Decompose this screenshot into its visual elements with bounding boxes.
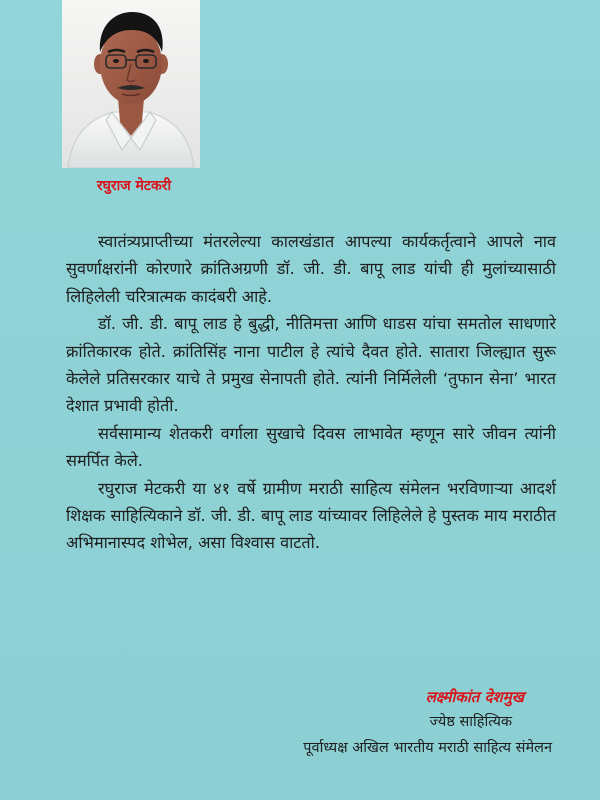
paragraph-1: स्वातंत्र्यप्राप्तीच्या मंतरलेल्या कालखंडात आपल्या कार्यकर्तृत्वाने आपले नाव सुवर्णाक्षरांनी कोरणारे क्रांतिअग्रणी डॉ. जी. डी. बापू लाड यांची ही मुलांच्यासाठी लिहिलेली चरित्रात्मक कादंबरी आहे.	[66, 232, 556, 306]
signature-block	[152, 685, 552, 761]
paragraph-3: सर्वसामान्य शेतकरी वर्गाला सुखाचे दिवस लाभावेत म्हणून सारे जीवन त्यांनी समर्पित केले.	[66, 423, 556, 471]
paragraph-4: रघुराज मेटकरी या ४१ वर्षे ग्रामीण मराठी साहित्य संमेलन भरविणाऱ्या आदर्श शिक्षक साहित्यिकाने डॉ. जी. डी. बापू लाड यांच्यावर लिहिलेले हे पुस्तक माय मराठीत अभिमानास्पद शोभेल, असा विश्वास वाटतो.	[66, 478, 556, 553]
paragraph-2: डॉ. जी. डी. बापू लाड हे बुद्धी, नीतिमत्ता आणि धाडस यांचा समतोल साधणारे क्रांतिकारक होते. क्रांतिसिंह नाना पाटील हे त्यांचे दैवत होते. सातारा जिल्ह्यात सुरू केलेले प्रतिसरकार याचे ते प्रमुख सेनापती होते. त्यांनी निर्मिलेली ‘तुफान सेना’ भारत देशात प्रभावी होती.	[66, 314, 556, 416]
signatory-name: लक्ष्मीकांत देशमुख	[425, 688, 524, 706]
signatory-role: ज्येष्ठ साहित्यिक	[429, 714, 512, 730]
author-name: रघुराज मेटकरी	[96, 178, 172, 194]
author-photo	[62, 0, 200, 168]
blurb-text	[66, 228, 556, 557]
signatory-organization: पूर्वाध्यक्ष अखिल भारतीय मराठी साहित्य संमेलन	[303, 740, 552, 756]
author-portrait-icon	[62, 0, 200, 168]
